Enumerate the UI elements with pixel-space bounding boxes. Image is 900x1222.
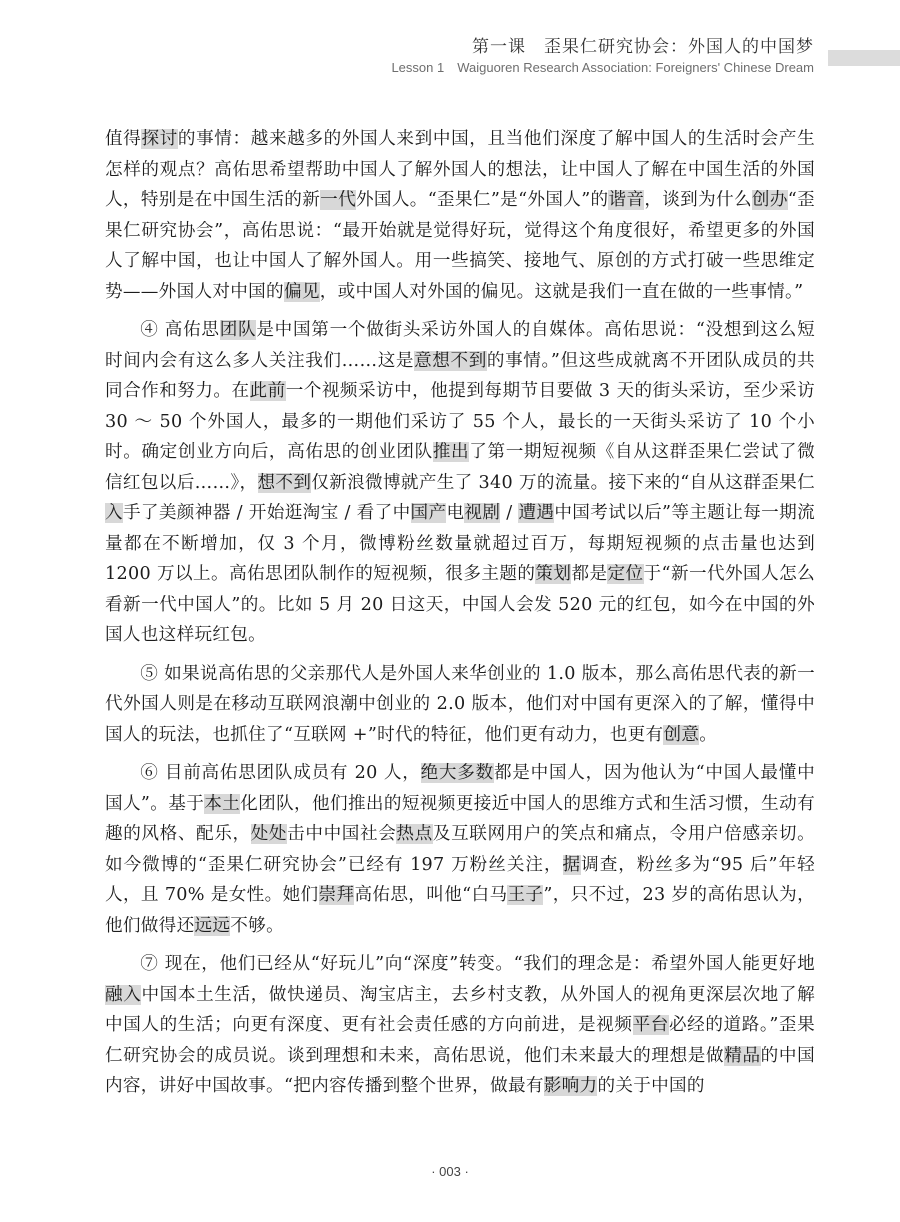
vocab-highlight: 国产 bbox=[410, 503, 447, 523]
vocab-highlight: 融入 bbox=[105, 984, 142, 1005]
text-run: 一个视频采访中，他提到每期节目要做 3 天的街头采访，至少采访 30 ～ 50 个外国人，最多的一期他们采访了 55 个人，最长的一天街头采访了 10 个小时。确定创业方向后，高佑思的创业团队 bbox=[105, 381, 816, 462]
paragraph bbox=[105, 124, 815, 307]
vocab-highlight: 创办 bbox=[751, 190, 788, 210]
paragraph bbox=[105, 949, 815, 1102]
vocab-highlight: 此前 bbox=[249, 381, 286, 401]
vocab-highlight: 本土 bbox=[204, 793, 241, 814]
vocab-highlight: 谐音 bbox=[608, 190, 645, 210]
vocab-highlight: 创意 bbox=[663, 724, 700, 745]
vocab-highlight: 据 bbox=[562, 854, 582, 875]
vocab-highlight: 平台 bbox=[632, 1015, 669, 1035]
text-run: 了第一期短视频《自从这群歪果仁尝试了微信红包以后……》， bbox=[105, 442, 816, 493]
vocab-highlight: 定位 bbox=[607, 564, 644, 584]
header-accent-bar bbox=[828, 50, 900, 66]
vocab-highlight: 推出 bbox=[432, 442, 470, 462]
vocab-highlight: 想不到 bbox=[257, 472, 312, 493]
paragraph bbox=[105, 659, 815, 751]
text-run: 值得 bbox=[105, 129, 142, 149]
text-run: 的关于中国的 bbox=[597, 1076, 705, 1096]
text-run: 化团队，他们推出的短视频更接近中国人的思维方式和生活习惯，生动有趣的风格、配乐， bbox=[105, 793, 815, 844]
text-run: “歪果仁研究协会”，高佑思说：“最开始就是觉得好玩，觉得这个角度很好，希望更多的外国人了解中国，也让中国人了解外国人。用一些搞笑、接地气、原创的方式打破一些思维定势——外国人对中国的 bbox=[105, 190, 815, 302]
vocab-highlight: 处处 bbox=[250, 824, 288, 844]
text-run: 。 bbox=[699, 724, 718, 745]
text-run: 调查，粉丝多为“95 后”年轻人，且 70% 是女性。她们 bbox=[105, 854, 815, 905]
text-run: ⑥ 目前高佑思团队成员有 20 人， bbox=[140, 763, 421, 783]
vocab-highlight: 王子 bbox=[507, 885, 544, 905]
text-run: 及互联网用户的笑点和痛点，令用户倍感亲切。如今微博的“歪果仁研究协会”已经有 197 万粉丝关注， bbox=[105, 824, 815, 875]
vocab-highlight: 偏见 bbox=[283, 281, 320, 302]
vocab-highlight: 一代 bbox=[320, 190, 356, 210]
paragraph bbox=[105, 315, 815, 651]
text-run: ，谈到为什么 bbox=[644, 190, 752, 210]
vocab-highlight: 意想不到 bbox=[414, 350, 487, 371]
text-run: 仅新浪微博就产生了 340 万的流量。接下来的“自从这群歪果仁 bbox=[311, 472, 815, 493]
vocab-highlight: 绝大多数 bbox=[420, 763, 494, 783]
vocab-highlight: 热点 bbox=[396, 824, 433, 844]
page-header bbox=[391, 36, 814, 78]
text-run: 都是 bbox=[571, 564, 608, 584]
text-run: 中国本土生活，做快递员、淘宝店主，去乡村支教，从外国人的视角更深层次地了解中国人的生活；向更有深度、更有社会责任感的方向前进，是视频 bbox=[105, 984, 815, 1035]
page-number: · 003 · bbox=[431, 1164, 469, 1179]
text-run: 都是中国人，因为他认为“中国人最懂中国人”。基于 bbox=[105, 763, 815, 814]
vocab-highlight: 探讨 bbox=[141, 129, 178, 149]
lesson-title: 第一课 歪果仁研究协会：外国人的中国梦 bbox=[472, 37, 814, 57]
text-run: ，或中国人对外国的偏见。这就是我们一直在做的一些事情。” bbox=[319, 281, 804, 302]
text-run: 电 bbox=[446, 503, 465, 523]
paragraph bbox=[105, 758, 815, 941]
text-run: 外国人。“歪果仁”是“外国人”的 bbox=[356, 190, 609, 210]
lesson-subtitle: Lesson 1 Waiguoren Research Association: Foreigners' Chinese Dream bbox=[391, 60, 814, 75]
vocab-highlight: 远远 bbox=[194, 915, 231, 936]
vocab-highlight: 团队 bbox=[219, 320, 257, 340]
vocab-highlight: 入 bbox=[105, 503, 123, 523]
text-run: 手了美颜神器 / 开始逛淘宝 / 看了中 bbox=[122, 503, 411, 523]
text-run: 高佑思，叫他“白马 bbox=[354, 885, 508, 905]
text-run: ④ 高佑思 bbox=[140, 320, 220, 340]
vocab-highlight: 影响力 bbox=[543, 1076, 598, 1096]
text-run: 不够。 bbox=[230, 915, 284, 936]
text-run: / bbox=[500, 503, 519, 523]
vocab-highlight: 精品 bbox=[724, 1045, 761, 1066]
text-run: ”，只不过，23 岁的高佑思认为，他们做得还 bbox=[105, 885, 816, 936]
text-run: 中国考试以后”等主题让每一期流量都在不断增加，仅 3 个月，微博粉丝数量就超过百万，每期短视频的点击量也达到 1200 万以上。高佑思团队制作的短视频，很多主题的 bbox=[105, 503, 815, 584]
text-run: 的事情。”但这些成就离不开团队成员的共同合作和努力。在 bbox=[105, 350, 815, 401]
text-run: 是中国第一个做街头采访外国人的自媒体。高佑思说：“没想到这么短时间内会有这么多人关注我们……这是 bbox=[105, 320, 815, 371]
text-run: ⑦ 现在，他们已经从“好玩儿”向“深度”转变。“我们的理念是：希望外国人能更好地 bbox=[140, 954, 815, 974]
text-run: 必经的道路。”歪果仁研究协会的成员说。谈到理想和未来，高佑思说，他们未来最大的理想是做 bbox=[105, 1015, 815, 1066]
text-run: ⑤ 如果说高佑思的父亲那代人是外国人来华创业的 1.0 版本，那么高佑思代表的新一代外国人则是在移动互联网浪潮中创业的 2.0 版本，他们对中国有更深入的了解，懂得中国人的玩法，也抓住了“互联网 +”时代的特征，他们更有动力，也更有 bbox=[105, 663, 815, 745]
vocab-highlight: 崇拜 bbox=[318, 885, 355, 905]
article-body bbox=[105, 124, 815, 1110]
vocab-highlight: 遭遇 bbox=[518, 503, 555, 523]
text-run: 的事情：越来越多的外国人来到中国，且当他们深度了解中国人的生活时会产生怎样的观点？高佑思希望帮助中国人了解外国人的想法，让中国人了解在中国生活的外国人，特别是在中国生活的新 bbox=[105, 129, 815, 210]
vocab-highlight: 策划 bbox=[535, 564, 572, 584]
text-run: 的中国内容，讲好中国故事。“把内容传播到整个世界，做最有 bbox=[105, 1045, 815, 1096]
text-run: 于“新一代外国人怎么看新一代中国人”的。比如 5 月 20 日这天，中国人会发 520 元的红包，如今在中国的外国人也这样玩红包。 bbox=[105, 564, 815, 645]
vocab-highlight: 视剧 bbox=[464, 503, 501, 523]
text-run: 击中中国社会 bbox=[287, 824, 397, 844]
